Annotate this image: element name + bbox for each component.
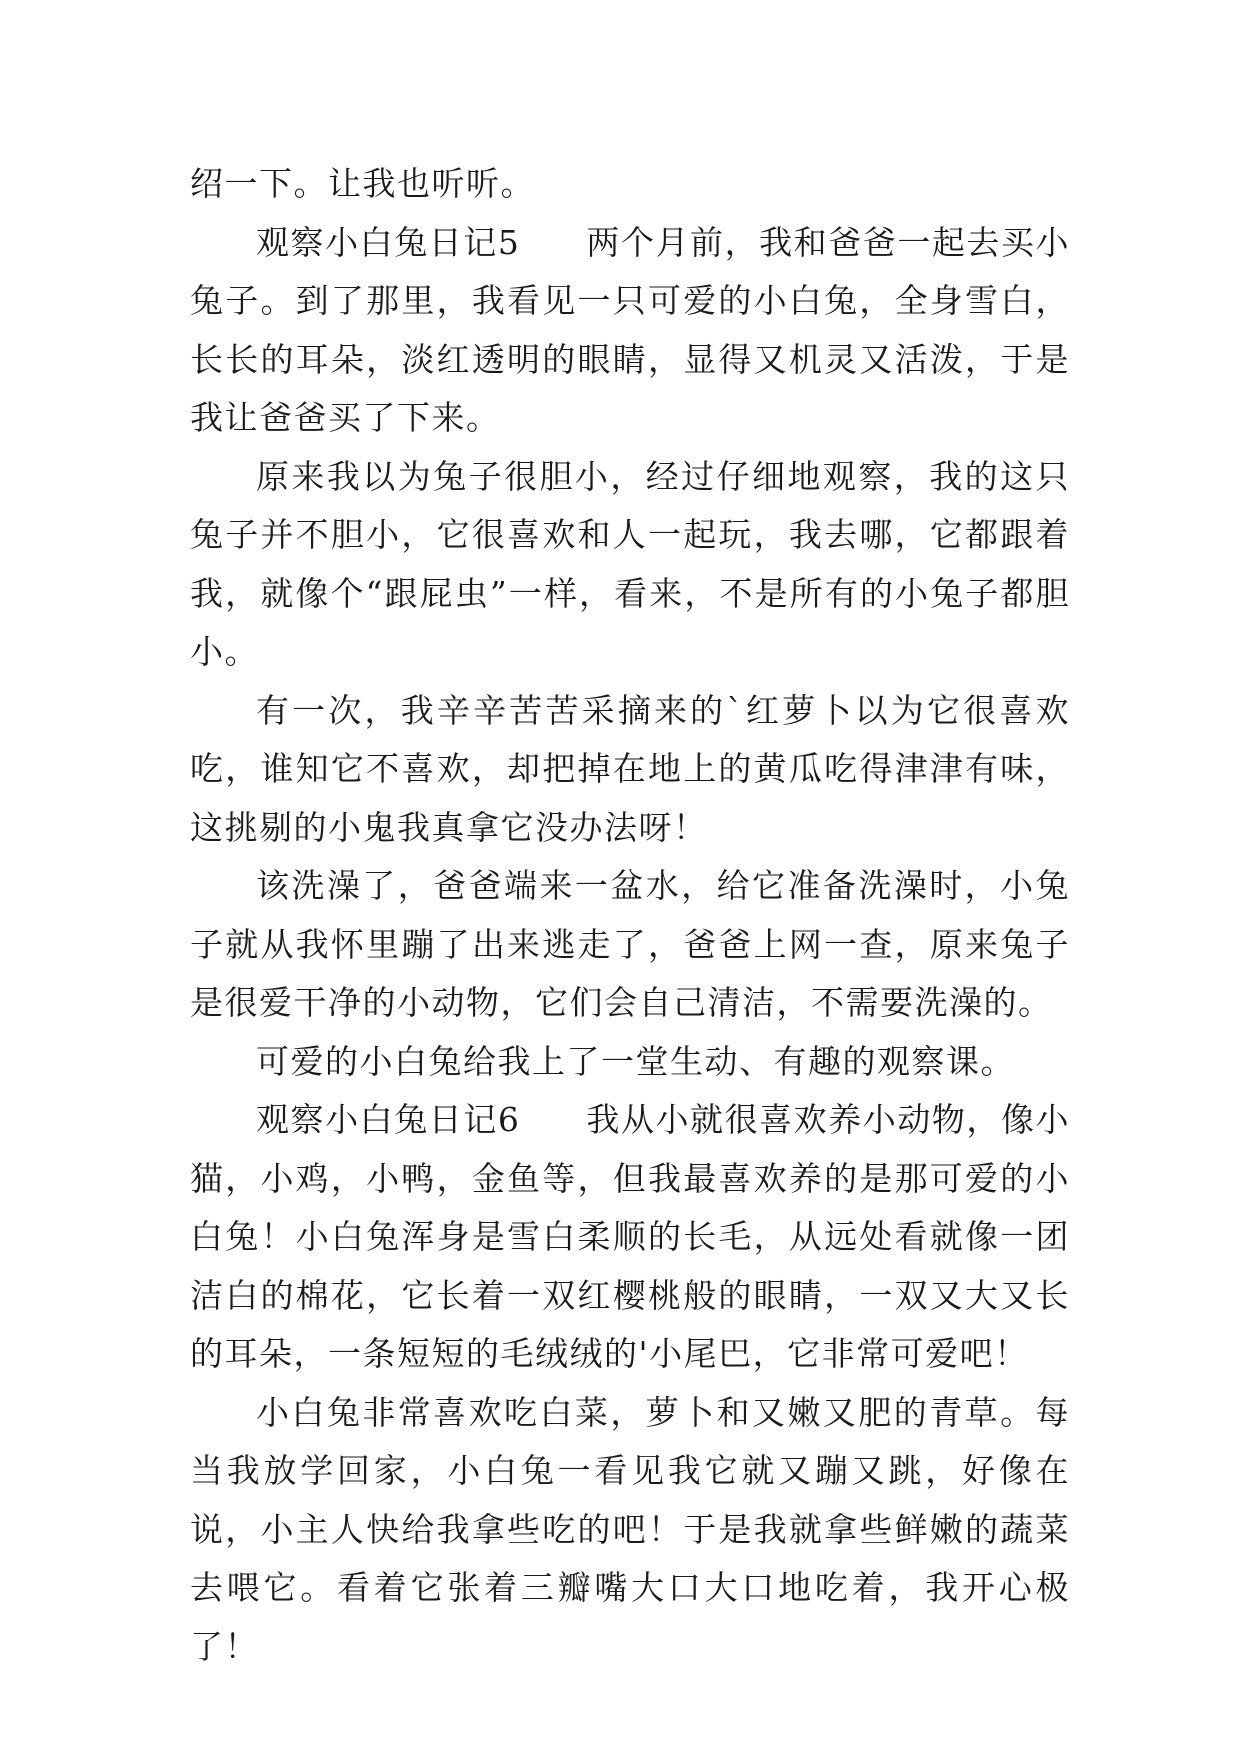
paragraph: 该洗澡了，爸爸端来一盆水，给它准备洗澡时，小兔子就从我怀里蹦了出来逃走了，爸爸上网一查，原来兔子是很爱干净的小动物，它们会自己清洁，不需要洗澡的。 <box>190 866 1070 1022</box>
paragraph: 有一次，我辛辛苦苦采摘来的`红萝卜以为它很喜欢吃，谁知它不喜欢，却把掉在地上的黄瓜吃得津津有味，这挑剔的小鬼我真拿它没办法呀！ <box>190 690 1070 847</box>
paragraph: 原来我以为兔子很胆小，经过仔细地观察，我的这只兔子并不胆小，它很喜欢和人一起玩，我去哪，它都跟着我，就像个“跟屁虫”一样，看来，不是所有的小兔子都胆小。 <box>190 456 1070 671</box>
diary-heading: 观察小白兔日记6 <box>256 1100 521 1139</box>
paragraph <box>190 214 1070 448</box>
paragraph <box>190 1091 1070 1384</box>
paragraph-text: 我从小就很喜欢养小动物，像小猫，小鸡，小鸭，金鱼等，但我最喜欢养的是那可爱的小白兔！小白兔浑身是雪白柔顺的长毛，从远处看就像一团洁白的棉花，它长着一双红樱桃般的眼睛，一双又大又长的耳朵，一条短短的毛绒绒的'小尾巴，它非常可爱吧！ <box>190 1100 1071 1373</box>
diary-heading: 观察小白兔日记5 <box>256 222 521 262</box>
paragraph: 绍一下。让我也听听。 <box>190 164 535 203</box>
document-body <box>190 155 1070 1676</box>
paragraph-text: 两个月前，我和爸爸一起去买小兔子。到了那里，我看见一只可爱的小白兔，全身雪白，长长的耳朵，淡红透明的眼睛，显得又机灵又活泼，于是我让爸爸买了下来。 <box>190 222 1071 437</box>
paragraph: 小白兔非常喜欢吃白菜，萝卜和又嫩又肥的青草。每当我放学回家，小白兔一看见我它就又蹦又跳，好像在说，小主人快给我拿些吃的吧！于是我就拿些鲜嫩的蔬菜去喂它。看着它张着三瓣嘴大口大口地吃着，我开心极了！ <box>190 1392 1070 1666</box>
paragraph: 可爱的小白兔给我上了一堂生动、有趣的观察课。 <box>256 1041 1015 1081</box>
